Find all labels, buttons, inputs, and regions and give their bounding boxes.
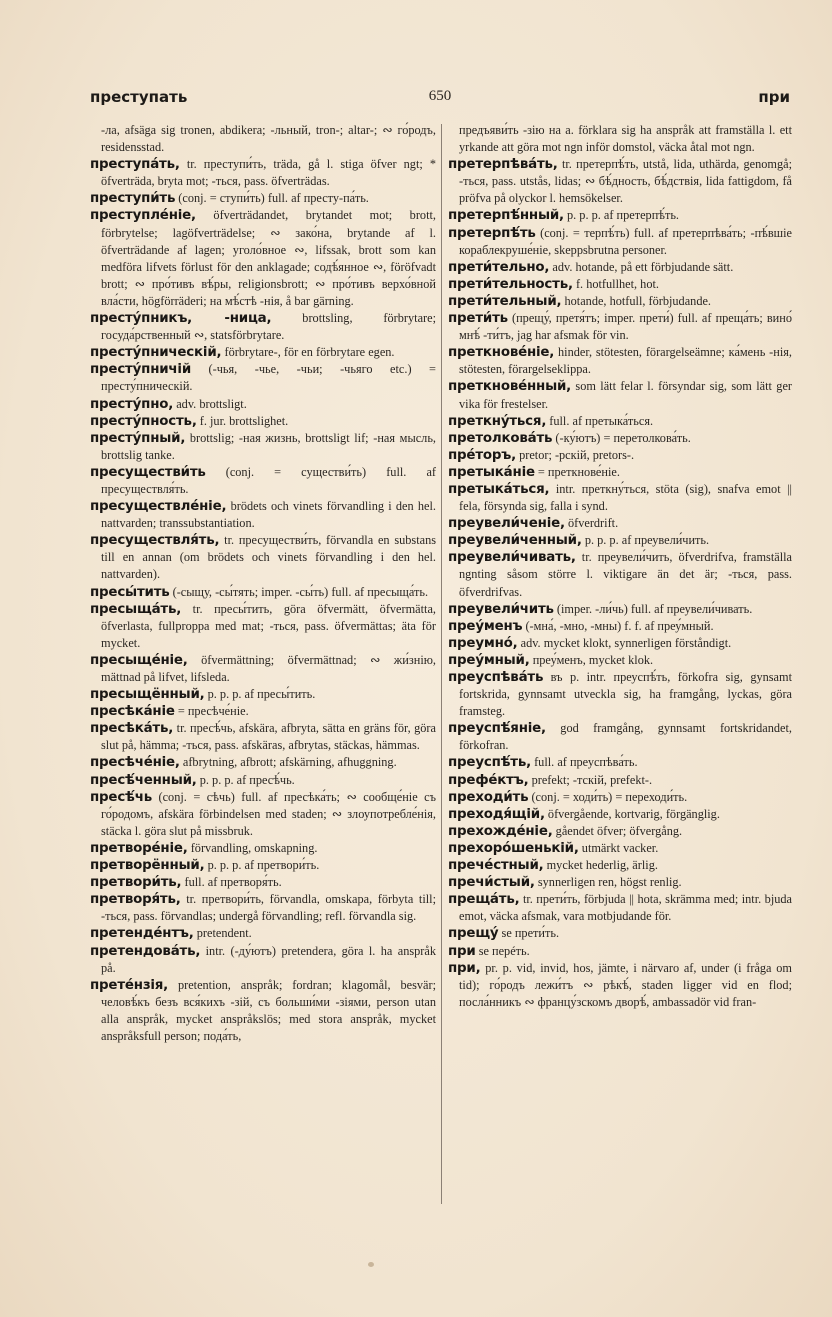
dictionary-entry bbox=[448, 925, 792, 942]
dictionary-entry bbox=[448, 515, 792, 532]
entry-definition: brottsling, förbrytare; госуда́рственный ∾, statsförbrytare. bbox=[101, 311, 436, 343]
entry-headword: претыка́ніе bbox=[448, 464, 535, 480]
left-column bbox=[90, 122, 436, 1045]
entry-definition: förvandling, omskapning. bbox=[187, 840, 318, 855]
entry-definition: (-чья, -чье, -чьи; -чьяго etc.) = престу́пническій. bbox=[101, 362, 436, 394]
running-headword-left: преступать bbox=[90, 88, 188, 106]
entry-definition: (conj. = ходи́ть) = переходи́ть. bbox=[528, 789, 688, 804]
entry-definition: full. af претворя́ть. bbox=[181, 875, 282, 890]
entry-definition: full. af преуспѣва́ть. bbox=[531, 755, 638, 770]
dictionary-entry bbox=[448, 207, 792, 224]
entry-definition: tr. претерпѣ́ть, utstå, lida, uthärda, genomgå; -ться, pass. utstås, lidas; ∾ бѣ́дность, бѣ́дствія, lida fattigdom, få pröfva på olyckor l. hemsökelser. bbox=[459, 157, 792, 206]
entry-headword: претвори́ть, bbox=[90, 875, 182, 891]
entry-definition: öfvergående, kortvarig, förgänglig. bbox=[544, 806, 720, 821]
dictionary-entry bbox=[90, 430, 436, 464]
entry-headword: преувели́ченный, bbox=[448, 533, 582, 549]
entry-definition: se перéть. bbox=[475, 943, 530, 958]
entry-headword: пресѣка́ніе bbox=[90, 704, 175, 720]
dictionary-entry bbox=[448, 259, 792, 276]
entry-headword: пресѣ́ченный, bbox=[90, 772, 197, 788]
entry-definition: god framgång, gynnsamt fortskridandet, förkofran. bbox=[459, 721, 792, 753]
entry-headword: преуспѣ́яніе, bbox=[448, 721, 546, 737]
entry-definition: se прети́ть. bbox=[498, 926, 560, 941]
entry-definition: = преткнове́ніе. bbox=[534, 464, 620, 479]
dictionary-entry bbox=[448, 943, 792, 960]
dictionary-entry bbox=[448, 652, 792, 669]
entry-headword: пресуществля́ть, bbox=[90, 533, 220, 549]
entry-headword: префе́ктъ, bbox=[448, 772, 529, 788]
page-header bbox=[90, 88, 790, 110]
entry-headword: прехоро́шенькій, bbox=[448, 840, 579, 856]
entry-headword: преходя́щій, bbox=[448, 806, 545, 822]
entry-headword: пресѣка́ть, bbox=[90, 721, 174, 737]
entry-definition: tr. пресѣ́чь, afskära, afbryta, sätta en gräns för, göra slut på, hämma; -ться, pass. afskäras, afbrytas, stäckas, hämmas. bbox=[101, 721, 436, 753]
entry-headword: претерпѣ́нный, bbox=[448, 208, 564, 224]
dictionary-entry bbox=[90, 344, 436, 361]
dictionary-entry bbox=[90, 156, 436, 190]
entry-headword: прещу́ bbox=[448, 926, 499, 942]
dictionary-entry bbox=[90, 789, 436, 840]
entry-definition: (conj. = существи́ть) full. af пресуществля́ть. bbox=[101, 464, 436, 496]
dictionary-entry bbox=[448, 601, 792, 618]
dictionary-entry bbox=[448, 669, 792, 720]
dictionary-entry bbox=[90, 754, 436, 771]
entry-headword: преткну́ться, bbox=[448, 413, 547, 429]
dictionary-entry bbox=[90, 857, 436, 874]
dictionary-entry bbox=[448, 960, 792, 1011]
entry-definition: brottslig; -ная жизнь, brottsligt lif; -ная мысль, brottslig tanke. bbox=[101, 430, 436, 462]
dictionary-entry bbox=[448, 293, 792, 310]
entry-headword: претворя́ть, bbox=[90, 892, 181, 908]
entry-headword: преща́ть, bbox=[448, 892, 520, 908]
dictionary-entry bbox=[90, 361, 436, 395]
entry-headword: престу́пничій bbox=[90, 362, 191, 378]
column-divider bbox=[441, 124, 442, 1204]
entry-definition: f. jur. brottslighet. bbox=[196, 413, 289, 428]
dictionary-entry bbox=[90, 207, 436, 310]
dictionary-entry bbox=[448, 122, 792, 156]
entry-headword: престу́пно, bbox=[90, 396, 174, 412]
entry-headword: претенде́нтъ, bbox=[90, 926, 194, 942]
dictionary-entry bbox=[90, 413, 436, 430]
dictionary-entry bbox=[448, 720, 792, 754]
dictionary-entry bbox=[90, 686, 436, 703]
entry-definition: adv. mycket klokt, synnerligen förståndigt. bbox=[517, 635, 732, 650]
entry-headword: претыка́ться, bbox=[448, 481, 550, 497]
entry-headword: претолкова́ть bbox=[448, 430, 553, 446]
entry-definition: (прещу́, претя́тъ; imper. прети́) full. af преща́ть; вино́ мнѣ́ -ти́тъ, jag har afsmak för vin. bbox=[459, 311, 792, 343]
entry-headword: пречéстный, bbox=[448, 858, 544, 874]
entry-definition: f. hotfullhet, hot. bbox=[572, 276, 659, 291]
entry-definition: tr. претвори́ть, förvandla, omskapa, förbyta till; -ться, pass. förvandlas; undergå förvandling; refl. förvandla sig. bbox=[101, 892, 436, 924]
entry-definition: tr. преступи́ть, träda, gå l. stiga öfver ngt; * öfverträda, bryta mot; -ться, pass. öfverträdas. bbox=[101, 157, 436, 189]
dictionary-entry bbox=[90, 772, 436, 789]
entry-headword: претворённый, bbox=[90, 858, 205, 874]
dictionary-entry bbox=[90, 396, 436, 413]
entry-headword: прети́тельный, bbox=[448, 293, 562, 309]
entry-definition: (imper. -ли́чь) full. af преувели́чивать. bbox=[553, 601, 753, 616]
entry-headword: преуспѣ́ть, bbox=[448, 755, 532, 771]
entry-headword: при bbox=[448, 943, 476, 959]
entry-definition: p. p. p. af пресѣ́чь. bbox=[196, 772, 295, 787]
entry-headword: прехожде́ніе, bbox=[448, 823, 553, 839]
dictionary-entry bbox=[448, 225, 792, 259]
dictionary-entry bbox=[90, 652, 436, 686]
entry-definition: synnerligen ren, högst renlig. bbox=[534, 875, 682, 890]
entry-definition: intr. (-ду́ютъ) pretendera, göra l. ha anspråk på. bbox=[101, 943, 436, 975]
dictionary-entry bbox=[448, 806, 792, 823]
entry-headword: преу́мный, bbox=[448, 652, 530, 668]
entry-definition: öfvermättning; öfvermättnad; ∾ жи́знію, mättnad på lifvet, lifsleda. bbox=[101, 652, 436, 684]
entry-headword: пресыща́ть, bbox=[90, 601, 182, 617]
dictionary-entry bbox=[90, 601, 436, 652]
dictionary-entry bbox=[448, 413, 792, 430]
dictionary-entry bbox=[448, 823, 792, 840]
entry-headword: претерпѣ́ть bbox=[448, 225, 536, 241]
entry-headword: преступле́ніе, bbox=[90, 208, 196, 224]
entry-definition: p. p. p. af претвори́ть. bbox=[204, 858, 320, 873]
entry-definition: (conj. = ступи́ть) full. af престу-па́ть. bbox=[175, 191, 369, 206]
dictionary-entry bbox=[90, 943, 436, 977]
dictionary-entry bbox=[90, 310, 436, 344]
entry-definition: utmärkt vacker. bbox=[578, 840, 659, 855]
entry-definition: tr. пресуществи́ть, förvandla en substans till en annan (om brödets och vinets förvandling i den hel. nattvarden). bbox=[101, 533, 436, 582]
entry-definition: въ p. intr. преуспѣ́ть, förkofra sig, gynsamt fortskrida, gynnsamt utveckla sig, ha framgång, lyckas, göra framsteg. bbox=[459, 670, 792, 719]
dictionary-entry bbox=[90, 190, 436, 207]
entry-definition: tr. прети́ть, förbjuda || hota, skrämma med; intr. bjuda emot, väcka afsmak, vara motbjudande för. bbox=[459, 892, 792, 924]
dictionary-entry bbox=[90, 925, 436, 942]
entry-definition: p. p. p. af пресы́тить. bbox=[204, 687, 316, 702]
dictionary-entry bbox=[448, 772, 792, 789]
entry-definition: p. p. p. af преувели́чить. bbox=[581, 533, 710, 548]
entry-headword: преступи́ть bbox=[90, 191, 176, 207]
paper-smudge bbox=[368, 1262, 374, 1267]
entry-definition: intr. преткну́ться, stöta (sig), snafva emot || fela, försynda sig, falla i synd. bbox=[459, 481, 792, 514]
entry-headword: пресуществи́ть bbox=[90, 464, 206, 480]
entry-headword: преувели́чивать, bbox=[448, 550, 576, 566]
running-headword-right: при bbox=[758, 88, 790, 106]
dictionary-entry bbox=[448, 618, 792, 635]
dictionary-entry bbox=[448, 430, 792, 447]
entry-definition: предъяви́ть -зію на a. förklara sig ha anspråk att framställa l. ett yrkande att göra mot ngn inför domstol, väcka åtal mot ngn. bbox=[459, 123, 792, 155]
entry-definition: tr. пресы́тить, göra öfvermätt, öfvermätta, öfverlasta, fullproppa med mat; -ться, pass. öfvermättas; äta för mycket. bbox=[101, 601, 436, 650]
dictionary-entry bbox=[448, 532, 792, 549]
dictionary-entry bbox=[90, 584, 436, 601]
entry-definition: hotande, hotfull, förbjudande. bbox=[561, 293, 711, 308]
entry-headword: преумно́, bbox=[448, 635, 518, 651]
entry-definition: hinder, stötesten, förargelseämne; ка́мень -нія, stötesten, förargelseklippa. bbox=[459, 345, 792, 377]
dictionary-entry bbox=[448, 310, 792, 344]
entry-definition: öfverträdandet, brytandet mot; brott, förbrytelse; lagöfverträdelse; ∾ зако́на, brytande af l. öfverträdande af lagen; уголо́вное ∾, lifssak, brott som kan medföra lifvets förlust för den anklagade; содѣ́янное ∾, föröfvadt brott; ∾ про́тивъ вѣ́ры, religionsbrott; ∾ про́тивъ верхо́вной вла́сти, högförräderi; на мѣ́стѣ -нія, å bar gärning. bbox=[101, 208, 436, 308]
dictionary-entry bbox=[448, 840, 792, 857]
entry-headword: пресуществле́ніе, bbox=[90, 499, 227, 515]
entry-headword: преу́менъ bbox=[448, 618, 523, 634]
entry-headword: престу́пническій, bbox=[90, 345, 222, 361]
dictionary-entry bbox=[448, 378, 792, 412]
entry-definition: (-сыщу, -сы́тять; imper. -сы́ть) full. af пресыща́ть. bbox=[169, 584, 429, 599]
dictionary-entry bbox=[448, 447, 792, 464]
dictionary-entry bbox=[448, 754, 792, 771]
entry-headword: преходи́ть bbox=[448, 789, 529, 805]
entry-definition: p. p. p. af претерпѣ́ть. bbox=[563, 208, 680, 223]
dictionary-entry bbox=[90, 977, 436, 1045]
dictionary-entry bbox=[448, 635, 792, 652]
entry-definition: tr. преувели́чить, öfverdrifva, framställa ngnting såsom större l. viktigare än det är; -ться, pass. öfverdrifvas. bbox=[459, 550, 792, 599]
entry-headword: прети́тельность, bbox=[448, 276, 573, 292]
dictionary-entry bbox=[448, 481, 792, 515]
dictionary-entry bbox=[90, 703, 436, 720]
entry-headword: престу́пникъ, -ница, bbox=[90, 311, 272, 327]
dictionary-entry bbox=[90, 840, 436, 857]
entry-headword: преуспѣва́ть bbox=[448, 670, 544, 685]
entry-definition: (-мна́, -мно, -мны) f. f. af преу́мный. bbox=[522, 618, 714, 633]
entry-definition: -ла, afsäga sig tronen, abdikera; -льный, tron-; altar-; ∾ го́родъ, residensstad. bbox=[101, 123, 436, 155]
dictionary-entry bbox=[448, 874, 792, 891]
dictionary-entry bbox=[90, 891, 436, 925]
entry-definition: full. af претыка́ться. bbox=[546, 413, 654, 428]
dictionary-entry bbox=[90, 532, 436, 583]
entry-headword: преткнове́нный, bbox=[448, 379, 572, 395]
entry-headword: престу́пный, bbox=[90, 430, 186, 446]
dictionary-entry bbox=[448, 276, 792, 293]
entry-headword: претендова́ть, bbox=[90, 943, 201, 959]
entry-headword: претворе́ніе, bbox=[90, 840, 188, 856]
dictionary-entry bbox=[90, 498, 436, 532]
entry-definition: gåendet öfver; öfvergång. bbox=[552, 823, 683, 838]
entry-definition: mycket hederlig, ärlig. bbox=[543, 858, 658, 873]
entry-definition: adv. brottsligt. bbox=[173, 396, 247, 411]
entry-headword: пресы́тить bbox=[90, 584, 170, 600]
entry-definition: (conj. = терпѣ́ть) full. af претерпѣва́ть; -пѣ́вшіе кораблекруше́ніе, skeppsbrutna personer. bbox=[459, 225, 792, 257]
entry-definition: adv. hotande, på ett förbjudande sätt. bbox=[549, 259, 734, 274]
dictionary-entry bbox=[90, 874, 436, 891]
entry-definition: pretendent. bbox=[193, 926, 252, 941]
entry-definition: pr. p. vid, invid, hos, jämte, i närvaro af, under (i fråga om tid); го́родъ лежи́тъ ∾ рѣкѣ́, staden ligger vid en flod; посла́нникъ ∾ францу́зскомъ дворѣ́, ambassadör vid fran- bbox=[459, 960, 792, 1009]
entry-definition: brödets och vinets förvandling i den hel. nattvarden; transsubstantiation. bbox=[101, 499, 436, 531]
entry-definition: (conj. = сѣчь) full. af пресѣка́ть; ∾ сообще́ніе съ го́родомъ, afskära förbindelsen med staden; ∾ злоупотребле́нія, stäcka l. göra slut på missbruk. bbox=[101, 789, 436, 838]
entry-headword: пресѣче́ніе, bbox=[90, 755, 180, 771]
dictionary-entry bbox=[90, 720, 436, 754]
entry-headword: пресыщённый, bbox=[90, 687, 205, 703]
entry-definition: afbrytning, afbrott; afskärning, afhuggning. bbox=[179, 755, 397, 770]
entry-headword: прете́нзія, bbox=[90, 977, 169, 993]
entry-definition: som lätt felar l. försyndar sig, som lätt ger vika för frestelser. bbox=[459, 379, 792, 411]
right-column bbox=[448, 122, 792, 1011]
dictionary-entry bbox=[448, 891, 792, 925]
dictionary-entry bbox=[448, 789, 792, 806]
entry-definition: преу́менъ, mycket klok. bbox=[529, 652, 654, 667]
entry-headword: прети́ть bbox=[448, 311, 508, 327]
entry-definition: = пресѣче́ніе. bbox=[174, 704, 249, 719]
entry-definition: öfverdrift. bbox=[564, 516, 619, 531]
entry-headword: прéторъ, bbox=[448, 447, 517, 463]
entry-headword: преувели́чить bbox=[448, 601, 554, 617]
entry-headword: при, bbox=[448, 960, 481, 976]
entry-definition: prefekt; -тскій, prefekt-. bbox=[528, 772, 653, 787]
entry-headword: преступа́ть, bbox=[90, 157, 180, 173]
dictionary-entry bbox=[90, 122, 436, 156]
entry-definition: (-ку́ютъ) = перетолкова́ть. bbox=[552, 430, 691, 445]
dictionary-entry bbox=[448, 156, 792, 207]
entry-definition: förbrytare-, för en förbrytare egen. bbox=[221, 345, 395, 360]
entry-definition: pretor; -рскій, pretors-. bbox=[516, 447, 635, 462]
dictionary-entry bbox=[448, 344, 792, 378]
entry-headword: престу́пность, bbox=[90, 413, 197, 429]
entry-headword: прети́тельно, bbox=[448, 259, 550, 275]
entry-headword: пресыще́ніе, bbox=[90, 652, 188, 668]
entry-headword: претерпѣва́ть, bbox=[448, 157, 558, 173]
entry-headword: преувели́ченіе, bbox=[448, 516, 565, 532]
page-number: 650 bbox=[428, 88, 452, 104]
dictionary-entry bbox=[448, 857, 792, 874]
dictionary-entry bbox=[448, 464, 792, 481]
entry-definition: pretention, anspråk; fordran; klagomål, besvär; человѣ́къ безъ вся́кихъ -зій, съ больши́ми -зіями, person utan alla anspråk, mycket anspråkslös; med stora anspråk, mycket anspråksfull person; пода́ть, bbox=[101, 977, 436, 1043]
entry-headword: преткнове́ніе, bbox=[448, 345, 555, 361]
entry-headword: пречи́стый, bbox=[448, 875, 535, 891]
entry-headword: пресѣ́чь bbox=[90, 789, 152, 805]
dictionary-entry bbox=[90, 464, 436, 498]
dictionary-entry bbox=[448, 549, 792, 600]
